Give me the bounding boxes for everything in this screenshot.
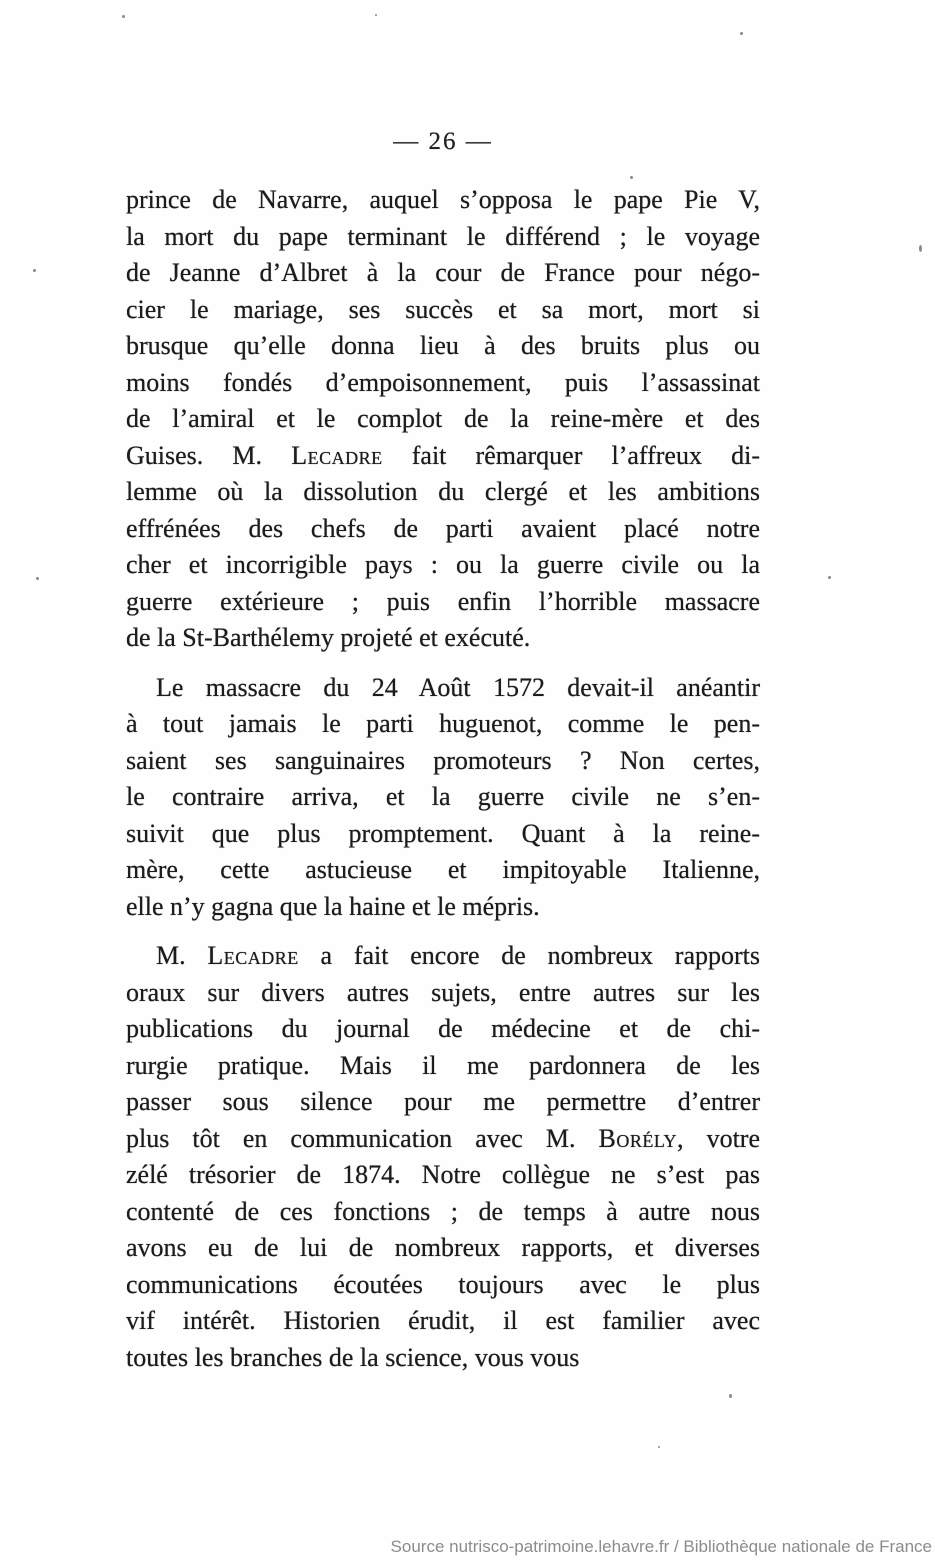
small-caps-name: Lecadre [207, 941, 299, 970]
scan-speck [828, 576, 831, 579]
scan-speck [729, 1394, 732, 1398]
text-line: rurgie pratique. Mais il me pardonnera de les [126, 1050, 760, 1080]
text-line: publications du journal de médecine et de chi- [126, 1014, 760, 1043]
text-line: saient ses sanguinaires promoteurs ? Non certes, [126, 745, 760, 775]
text-line: cher et incorrigible pays : ou la guerre civile ou la [126, 550, 760, 579]
text-line: la mort du pape terminant le différend ; le voyage [126, 221, 760, 251]
paragraph [126, 938, 760, 1376]
text-line: prince de Navarre, auquel s’opposa le pape Pie V, [126, 185, 760, 214]
text-line: le contraire arriva, et la guerre civile ne s’en- [126, 782, 760, 811]
small-caps-name: Borély [598, 1123, 678, 1153]
text-line: toutes les branches de la science, vous vous [126, 1342, 580, 1372]
paragraph [126, 182, 760, 657]
text-line: contenté de ces fonctions ; de temps à autre nous [126, 1196, 760, 1226]
scan-speck [740, 32, 743, 35]
source-attribution: Source nutrisco-patrimoine.lehavre.fr / Bibliothèque nationale de France [390, 1537, 932, 1556]
text-line: vif intérêt. Historien érudit, il est familier avec [126, 1306, 760, 1335]
text-line: M. Lecadre a fait encore de nombreux rapports [156, 941, 760, 970]
text-line: guerre extérieure ; puis enfin l’horrible massacre [126, 586, 760, 616]
small-caps-name: Lecadre [291, 440, 383, 470]
text-line: mère, cette astucieuse et impitoyable Italienne, [126, 855, 760, 884]
text-block [126, 182, 760, 1376]
scan-speck [658, 1446, 660, 1448]
text-line: passer sous silence pour me permettre d’entrer [126, 1087, 760, 1116]
page-number: — 26 — [393, 128, 493, 155]
text-line: oraux sur divers autres sujets, entre autres sur les [126, 977, 760, 1007]
scan-speck [36, 577, 39, 580]
text-line: effrénées des chefs de parti avaient placé notre [126, 513, 760, 543]
text-line: communications écoutées toujours avec le plus [126, 1269, 760, 1299]
text-line: suivit que plus promptement. Quant à la reine- [126, 818, 760, 848]
scan-speck [33, 269, 36, 272]
scan-speck [375, 14, 377, 16]
text-line: brusque qu’elle donna lieu à des bruits plus ou [126, 331, 760, 360]
text-line: de la St-Barthélemy projeté et exécuté. [126, 623, 531, 652]
text-line: zélé trésorier de 1874. Notre collègue ne s’est pas [126, 1160, 760, 1189]
text-line: Le massacre du 24 Août 1572 devait-il anéantir [156, 672, 760, 702]
text-line: avons eu de lui de nombreux rapports, et diverses [126, 1233, 760, 1262]
text-line: plus tôt en communication avec M. Borély, votre [126, 1123, 760, 1153]
paragraph [126, 670, 760, 926]
text-line: cier le mariage, ses succès et sa mort, mort si [126, 294, 760, 324]
text-line: de Jeanne d’Albret à la cour de France pour négo- [126, 258, 760, 287]
text-line: moins fondés d’empoisonnement, puis l’assassinat [126, 367, 760, 397]
text-line: lemme où la dissolution du clergé et les ambitions [126, 477, 760, 506]
text-line: à tout jamais le parti huguenot, comme le pen- [126, 709, 760, 738]
text-line: Guises. M. Lecadre fait rêmarquer l’affreux di- [126, 440, 760, 470]
scan-speck [919, 245, 922, 252]
text-line: elle n’y gagna que la haine et le mépris. [126, 891, 540, 921]
scan-speck [630, 176, 633, 179]
text-line: de l’amiral et le complot de la reine-mère et des [126, 404, 760, 433]
scan-speck [122, 15, 125, 18]
